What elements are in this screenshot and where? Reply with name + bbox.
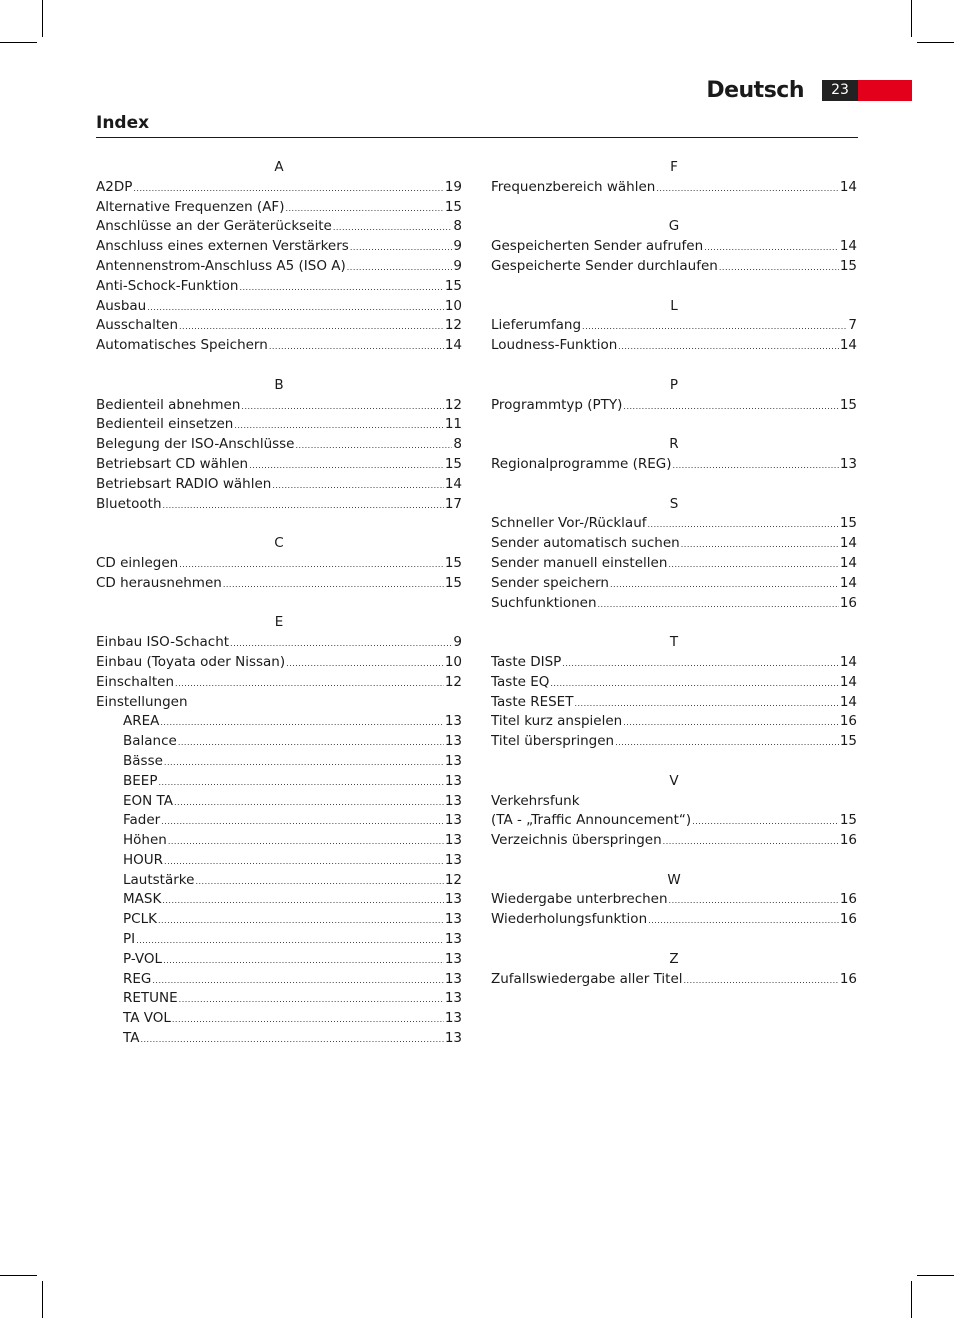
- dot-leader: [618, 337, 839, 356]
- index-entry-heading: Verkehrsfunk: [491, 792, 580, 809]
- index-term: Einbau ISO-Schacht: [96, 634, 230, 651]
- index-entry: [491, 534, 857, 554]
- index-term: Bedienteil einsetzen: [96, 416, 234, 433]
- dot-leader: [598, 595, 839, 614]
- index-term: Suchfunktionen: [491, 594, 597, 611]
- index-page-number: 14: [839, 178, 857, 195]
- index-entry: [491, 396, 857, 416]
- index-subentry: [96, 712, 462, 732]
- dot-leader: [615, 733, 839, 752]
- index-column-right: [491, 158, 857, 1009]
- index-page-number: 8: [453, 436, 462, 453]
- dot-leader: [152, 971, 443, 990]
- index-page-number: 13: [444, 990, 462, 1007]
- dot-leader: [223, 575, 444, 594]
- index-term: Taste DISP: [491, 653, 562, 670]
- index-term: CD einlegen: [96, 554, 179, 571]
- index-term: Lautstärke: [123, 871, 195, 888]
- index-page-number: 14: [839, 535, 857, 552]
- index-term: Frequenzbereich wählen: [491, 178, 656, 195]
- dot-leader: [230, 634, 452, 653]
- index-page-number: 16: [839, 594, 857, 611]
- index-entry: [491, 693, 857, 713]
- index-page-number: 14: [839, 693, 857, 710]
- index-term: Höhen: [123, 832, 167, 849]
- index-column-left: [96, 158, 462, 1069]
- index-page-number: 13: [444, 851, 462, 868]
- index-page-number: 9: [453, 238, 462, 255]
- section-title: Index: [96, 113, 150, 133]
- index-term: MASK: [123, 891, 162, 908]
- index-term: Zufallswiedergabe aller Titel: [491, 970, 683, 987]
- index-term: Einbau (Toyata oder Nissan): [96, 653, 286, 670]
- index-page-number: 13: [444, 832, 462, 849]
- index-page-number: 15: [444, 455, 462, 472]
- index-page-number: 12: [444, 871, 462, 888]
- index-group-s: [491, 495, 857, 614]
- index-group-w: [491, 871, 857, 930]
- index-term: CD herausnehmen: [96, 574, 222, 591]
- dot-leader: [673, 456, 839, 475]
- index-page-number: 16: [839, 911, 857, 928]
- crop-mark: [917, 1275, 954, 1276]
- dot-leader: [269, 337, 444, 356]
- index-page-number: 14: [839, 238, 857, 255]
- index-page-number: 11: [444, 416, 462, 433]
- index-page-number: 14: [839, 653, 857, 670]
- index-page-number: 15: [444, 198, 462, 215]
- index-entry: [96, 415, 462, 435]
- index-subentry: [96, 1029, 462, 1049]
- crop-mark: [911, 0, 912, 37]
- index-page-number: 12: [444, 673, 462, 690]
- index-subentry: [96, 890, 462, 910]
- index-term: Schneller Vor-/Rücklauf: [491, 515, 647, 532]
- index-page-number: 13: [839, 455, 857, 472]
- index-subentry: [96, 851, 462, 871]
- index-page-number: 13: [444, 812, 462, 829]
- index-subentry: [96, 732, 462, 752]
- dot-leader: [162, 891, 444, 910]
- index-entry: [491, 514, 857, 534]
- dot-leader: [623, 713, 839, 732]
- index-term: Bässe: [123, 752, 163, 769]
- index-entry: [96, 316, 462, 336]
- dot-leader: [234, 416, 443, 435]
- index-group-e: [96, 613, 462, 1049]
- index-letter: S: [669, 495, 679, 512]
- index-term: (TA - „Traffic Announcement“): [491, 812, 692, 829]
- index-term: TA VOL: [123, 1010, 171, 1027]
- index-entry-heading: Einstellungen: [96, 693, 188, 710]
- dot-leader: [704, 238, 839, 257]
- index-page-number: 8: [453, 218, 462, 235]
- index-page-number: 9: [453, 634, 462, 651]
- index-page-number: 19: [444, 178, 462, 195]
- index-page-number: 13: [444, 752, 462, 769]
- index-page-number: 15: [444, 554, 462, 571]
- dot-leader: [648, 515, 839, 534]
- dot-leader: [610, 575, 839, 594]
- dot-leader: [550, 674, 838, 693]
- index-term: Sender automatisch suchen: [491, 535, 680, 552]
- dot-leader: [140, 1030, 443, 1049]
- index-term: Anti-Schock-Funktion: [96, 277, 239, 294]
- index-letter: C: [274, 535, 284, 552]
- dot-leader: [648, 911, 839, 930]
- index-entry: [96, 574, 462, 594]
- dot-leader: [195, 872, 443, 891]
- index-subentry: [96, 1009, 462, 1029]
- index-entry: [96, 455, 462, 475]
- dot-leader: [582, 317, 847, 336]
- index-entry: [491, 455, 857, 475]
- index-term: Programmtyp (PTY): [491, 396, 623, 413]
- dot-leader: [669, 891, 839, 910]
- index-page-number: 13: [444, 891, 462, 908]
- index-group-r: [491, 435, 857, 475]
- dot-leader: [168, 832, 444, 851]
- index-group-l: [491, 297, 857, 356]
- dot-leader: [574, 694, 838, 713]
- index-letter: V: [669, 772, 679, 789]
- dot-leader: [333, 218, 453, 237]
- index-term: PI: [123, 931, 136, 948]
- index-page-number: 13: [444, 713, 462, 730]
- index-group-c: [96, 534, 462, 593]
- index-group-a: [96, 158, 462, 356]
- index-entry: [491, 316, 857, 336]
- dot-leader: [347, 258, 453, 277]
- dot-leader: [160, 713, 443, 732]
- index-term: Bluetooth: [96, 495, 162, 512]
- index-page-number: 15: [839, 733, 857, 750]
- index-entry: [96, 257, 462, 277]
- index-page-number: 16: [839, 832, 857, 849]
- crop-mark: [917, 42, 954, 43]
- index-page-number: 13: [444, 950, 462, 967]
- index-page-number: 14: [839, 574, 857, 591]
- index-term: RETUNE: [123, 990, 178, 1007]
- index-entry: [491, 237, 857, 257]
- index-term: REG: [123, 970, 152, 987]
- index-entry: [491, 178, 857, 198]
- index-letter: R: [669, 436, 679, 453]
- index-entry: [491, 594, 857, 614]
- index-page-number: 12: [444, 317, 462, 334]
- index-term: Betriebsart CD wählen: [96, 455, 249, 472]
- index-entry: [96, 297, 462, 317]
- dot-leader: [562, 654, 839, 673]
- dot-leader: [656, 179, 838, 198]
- dot-leader: [161, 812, 444, 831]
- index-subentry: [96, 792, 462, 812]
- dot-leader: [179, 990, 444, 1009]
- header-rule: [96, 137, 858, 138]
- dot-leader: [163, 951, 444, 970]
- dot-leader: [163, 496, 444, 515]
- index-term: Titel kurz anspielen: [491, 713, 623, 730]
- index-entry: [491, 732, 857, 752]
- index-letter: E: [274, 614, 284, 631]
- index-subentry: [96, 772, 462, 792]
- index-page-number: 15: [839, 812, 857, 829]
- index-letter: Z: [669, 950, 679, 967]
- index-page-number: 14: [839, 337, 857, 354]
- index-letter: A: [274, 159, 284, 175]
- dot-leader: [179, 555, 444, 574]
- index-entry: [96, 237, 462, 257]
- index-page-number: 14: [839, 554, 857, 571]
- index-entry: [491, 910, 857, 930]
- dot-leader: [272, 476, 443, 495]
- index-page-number: 14: [444, 475, 462, 492]
- index-entry: [96, 633, 462, 653]
- index-term: Gespeicherte Sender durchlaufen: [491, 257, 718, 274]
- index-entry: [491, 257, 857, 277]
- index-page-number: 13: [444, 1030, 462, 1047]
- index-entry: [491, 554, 857, 574]
- index-page-number: 15: [444, 277, 462, 294]
- index-page-number: 7: [848, 317, 857, 334]
- index-subentry: [96, 811, 462, 831]
- index-letter: B: [274, 376, 284, 393]
- dot-leader: [164, 753, 444, 772]
- dot-leader: [133, 179, 443, 198]
- index-term: Einschalten: [96, 673, 175, 690]
- index-subentry: [96, 930, 462, 950]
- dot-leader: [663, 832, 839, 851]
- index-term: P-VOL: [123, 950, 163, 967]
- index-page-number: 15: [444, 574, 462, 591]
- index-term: Wiederholungsfunktion: [491, 911, 648, 928]
- index-entry: [491, 574, 857, 594]
- index-entry: [96, 277, 462, 297]
- index-entry: [491, 653, 857, 673]
- dot-leader: [241, 397, 443, 416]
- index-letter: P: [669, 376, 679, 393]
- index-term: HOUR: [123, 851, 164, 868]
- index-term: Betriebsart RADIO wählen: [96, 475, 272, 492]
- dot-leader: [158, 911, 444, 930]
- index-term: Anschlüsse an der Geräterückseite: [96, 218, 332, 235]
- index-letter: L: [670, 297, 678, 314]
- index-letter: G: [668, 218, 680, 235]
- index-term: BEEP: [123, 772, 158, 789]
- index-page-number: 16: [839, 970, 857, 987]
- dot-leader: [623, 397, 838, 416]
- index-letter: T: [669, 634, 679, 651]
- index-page-number: 13: [444, 792, 462, 809]
- index-term: Sender speichern: [491, 574, 609, 591]
- crop-mark: [42, 1281, 43, 1318]
- page-number: 23: [822, 80, 858, 101]
- index-subentry: [96, 831, 462, 851]
- index-subentry: [96, 752, 462, 772]
- index-group-z: [491, 950, 857, 990]
- index-page-number: 13: [444, 970, 462, 987]
- index-entry: [491, 970, 857, 990]
- index-term: Regionalprogramme (REG): [491, 455, 672, 472]
- dot-leader: [350, 238, 453, 257]
- index-group-f: [491, 158, 857, 198]
- index-term: Titel überspringen: [491, 733, 615, 750]
- index-term: Ausschalten: [96, 317, 179, 334]
- dot-leader: [172, 1010, 444, 1029]
- index-page-number: 12: [444, 396, 462, 413]
- index-term: EON TA: [123, 792, 173, 809]
- index-term: Anschluss eines externen Verstärkers: [96, 238, 349, 255]
- index-term: Taste EQ: [491, 673, 550, 690]
- dot-leader: [136, 931, 444, 950]
- index-group-v: [491, 772, 857, 851]
- index-term: Alternative Frequenzen (AF): [96, 198, 285, 215]
- index-letter: F: [670, 159, 678, 175]
- crop-mark: [42, 0, 43, 37]
- dot-leader: [719, 258, 839, 277]
- index-term: Bedienteil abnehmen: [96, 396, 241, 413]
- index-term: Balance: [123, 733, 177, 750]
- index-entry: [96, 653, 462, 673]
- index-subentry: [96, 950, 462, 970]
- crop-mark: [0, 1275, 37, 1276]
- dot-leader: [285, 199, 443, 218]
- dot-leader: [286, 654, 444, 673]
- index-term: TA: [123, 1030, 140, 1047]
- crop-mark: [911, 1281, 912, 1318]
- crop-mark: [0, 42, 37, 43]
- index-term: Sender manuell einstellen: [491, 554, 668, 571]
- index-page-number: 14: [839, 673, 857, 690]
- index-page-number: 13: [444, 1010, 462, 1027]
- index-entry: [491, 831, 857, 851]
- index-entry: [96, 198, 462, 218]
- dot-leader: [164, 852, 444, 871]
- index-page-number: 15: [839, 515, 857, 532]
- index-entry: [96, 435, 462, 455]
- index-term: Automatisches Speichern: [96, 337, 268, 354]
- index-term: Fader: [123, 812, 161, 829]
- dot-leader: [684, 971, 839, 990]
- dot-leader: [175, 674, 444, 693]
- index-page-number: 10: [444, 297, 462, 314]
- index-term: Loudness-Funktion: [491, 337, 618, 354]
- index-entry: [96, 554, 462, 574]
- index-letter: W: [667, 871, 681, 888]
- index-page-number: 15: [839, 396, 857, 413]
- index-entry: [96, 475, 462, 495]
- index-subentry: [96, 989, 462, 1009]
- index-page-number: 16: [839, 713, 857, 730]
- index-page-number: 13: [444, 931, 462, 948]
- index-page-number: 13: [444, 733, 462, 750]
- dot-leader: [249, 456, 444, 475]
- index-subentry: [96, 970, 462, 990]
- index-term: Lieferumfang: [491, 317, 582, 334]
- index-page-number: 14: [444, 337, 462, 354]
- index-page-number: 16: [839, 891, 857, 908]
- index-entry: [96, 495, 462, 515]
- index-term: Taste RESET: [491, 693, 574, 710]
- index-page-number: 17: [444, 495, 462, 512]
- language-title: Deutsch: [706, 78, 804, 103]
- index-term: Wiedergabe unterbrechen: [491, 891, 668, 908]
- dot-leader: [692, 812, 839, 831]
- index-entry: [491, 336, 857, 356]
- dot-leader: [239, 278, 443, 297]
- dot-leader: [147, 298, 444, 317]
- index-group-b: [96, 376, 462, 515]
- index-term: Ausbau: [96, 297, 147, 314]
- dot-leader: [668, 555, 838, 574]
- index-term: PCLK: [123, 911, 157, 928]
- index-term: A2DP: [96, 178, 133, 195]
- index-term: Verzeichnis überspringen: [491, 832, 662, 849]
- dot-leader: [296, 436, 453, 455]
- index-term: AREA: [123, 713, 160, 730]
- index-term: Gespeicherten Sender aufrufen: [491, 238, 704, 255]
- index-group-p: [491, 376, 857, 416]
- index-term: Antennenstrom-Anschluss A5 (ISO A): [96, 257, 346, 274]
- index-entry: [491, 712, 857, 732]
- index-page-number: 13: [444, 772, 462, 789]
- index-entry: [96, 673, 462, 693]
- index-entry: [96, 396, 462, 416]
- index-term: Belegung der ISO-Anschlüsse: [96, 436, 295, 453]
- index-page-number: 9: [453, 257, 462, 274]
- index-entry: [491, 811, 857, 831]
- index-page-number: 15: [839, 257, 857, 274]
- index-group-g: [491, 217, 857, 276]
- index-subentry: [96, 871, 462, 891]
- dot-leader: [179, 317, 444, 336]
- index-entry: [491, 890, 857, 910]
- index-subentry: [96, 910, 462, 930]
- index-group-t: [491, 633, 857, 752]
- index-entry: [96, 217, 462, 237]
- index-entry: [491, 673, 857, 693]
- index-entry: [96, 336, 462, 356]
- dot-leader: [174, 793, 444, 812]
- index-page-number: 13: [444, 911, 462, 928]
- dot-leader: [158, 773, 443, 792]
- dot-leader: [178, 733, 444, 752]
- page-badge: [822, 80, 912, 101]
- index-entry: [96, 178, 462, 198]
- dot-leader: [681, 535, 839, 554]
- accent-bar: [858, 80, 912, 101]
- index-page-number: 10: [444, 653, 462, 670]
